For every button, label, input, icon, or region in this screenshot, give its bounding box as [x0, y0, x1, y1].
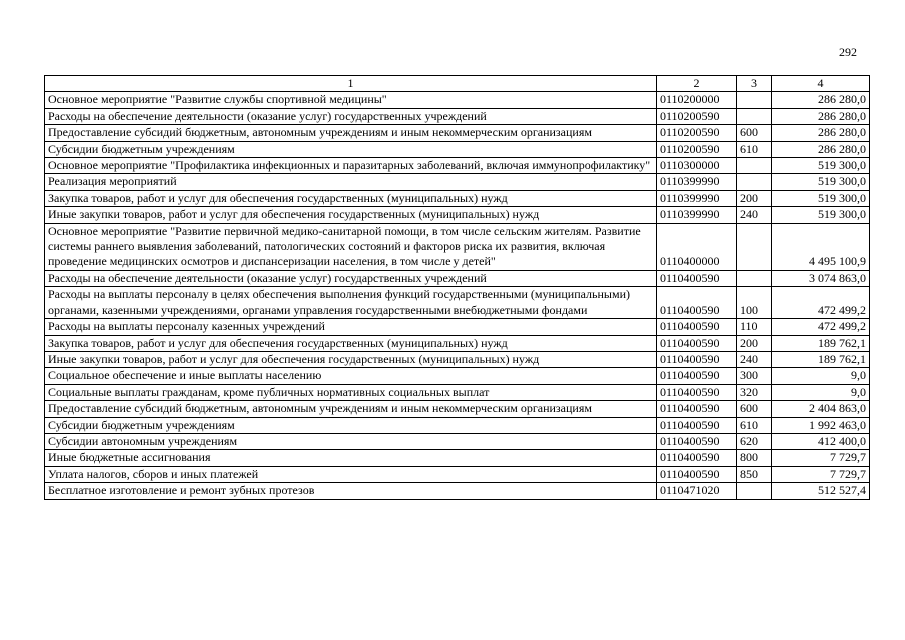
row-amount: 7 729,7	[772, 466, 870, 482]
row-name: Расходы на выплаты персоналу в целях обеспечения выполнения функций государственными (муниципальными) органами, казенными учреждениями, органами управления государственными внебюджетными фондами	[45, 287, 657, 319]
row-type	[737, 158, 772, 174]
row-type	[737, 174, 772, 190]
row-type	[737, 223, 772, 270]
row-amount: 519 300,0	[772, 190, 870, 206]
budget-table	[44, 75, 870, 500]
row-code: 0110400590	[657, 368, 737, 384]
row-code: 0110200590	[657, 108, 737, 124]
row-code: 0110400590	[657, 287, 737, 319]
row-code: 0110399990	[657, 190, 737, 206]
row-code: 0110400000	[657, 223, 737, 270]
row-amount: 189 762,1	[772, 351, 870, 367]
row-type: 110	[737, 319, 772, 335]
column-header-name: 1	[45, 76, 657, 92]
table-row	[45, 401, 870, 417]
row-name: Предоставление субсидий бюджетным, автономным учреждениям и иным некоммерческим организациям	[45, 401, 657, 417]
row-name: Субсидии бюджетным учреждениям	[45, 417, 657, 433]
row-type: 850	[737, 466, 772, 482]
row-amount: 412 400,0	[772, 433, 870, 449]
row-amount: 4 495 100,9	[772, 223, 870, 270]
row-type: 610	[737, 417, 772, 433]
row-name: Основное мероприятие "Развитие первичной медико-санитарной помощи, в том числе сельским жителям. Развитие системы раннего выявления заболеваний, патологических состояний и факторов риска их развития, включая проведение медицинских осмотров и диспансеризации населения, в том числе у детей"	[45, 223, 657, 270]
row-name: Закупка товаров, работ и услуг для обеспечения государственных (муниципальных) нужд	[45, 190, 657, 206]
row-code: 0110300000	[657, 158, 737, 174]
table-row	[45, 92, 870, 108]
row-name: Предоставление субсидий бюджетным, автономным учреждениям и иным некоммерческим организациям	[45, 125, 657, 141]
table-row	[45, 351, 870, 367]
row-type	[737, 108, 772, 124]
row-type	[737, 270, 772, 286]
table-row	[45, 223, 870, 270]
row-name: Уплата налогов, сборов и иных платежей	[45, 466, 657, 482]
row-amount: 9,0	[772, 384, 870, 400]
row-name: Иные бюджетные ассигнования	[45, 450, 657, 466]
table-body	[45, 92, 870, 499]
table-row	[45, 368, 870, 384]
row-code: 0110400590	[657, 466, 737, 482]
row-amount: 2 404 863,0	[772, 401, 870, 417]
row-code: 0110400590	[657, 351, 737, 367]
row-amount: 472 499,2	[772, 319, 870, 335]
table-row	[45, 483, 870, 499]
table-row	[45, 270, 870, 286]
row-name: Социальные выплаты гражданам, кроме публичных нормативных социальных выплат	[45, 384, 657, 400]
table-row	[45, 335, 870, 351]
table-row	[45, 433, 870, 449]
row-name: Закупка товаров, работ и услуг для обеспечения государственных (муниципальных) нужд	[45, 335, 657, 351]
row-type: 620	[737, 433, 772, 449]
row-amount: 519 300,0	[772, 158, 870, 174]
row-name: Расходы на обеспечение деятельности (оказание услуг) государственных учреждений	[45, 108, 657, 124]
table-row	[45, 466, 870, 482]
row-name: Расходы на обеспечение деятельности (оказание услуг) государственных учреждений	[45, 270, 657, 286]
row-type	[737, 92, 772, 108]
row-amount: 519 300,0	[772, 174, 870, 190]
row-code: 0110400590	[657, 433, 737, 449]
row-name: Иные закупки товаров, работ и услуг для обеспечения государственных (муниципальных) нужд	[45, 351, 657, 367]
row-type: 600	[737, 401, 772, 417]
row-amount: 512 527,4	[772, 483, 870, 499]
row-code: 0110471020	[657, 483, 737, 499]
row-name: Бесплатное изготовление и ремонт зубных протезов	[45, 483, 657, 499]
row-amount: 286 280,0	[772, 92, 870, 108]
row-name: Основное мероприятие "Развитие службы спортивной медицины"	[45, 92, 657, 108]
row-type: 100	[737, 287, 772, 319]
row-amount: 286 280,0	[772, 141, 870, 157]
row-amount: 189 762,1	[772, 335, 870, 351]
row-code: 0110400590	[657, 319, 737, 335]
column-header-code: 2	[657, 76, 737, 92]
column-header-type: 3	[737, 76, 772, 92]
row-name: Субсидии автономным учреждениям	[45, 433, 657, 449]
row-code: 0110399990	[657, 174, 737, 190]
row-type	[737, 483, 772, 499]
row-amount: 519 300,0	[772, 207, 870, 223]
row-code: 0110200590	[657, 125, 737, 141]
row-code: 0110200000	[657, 92, 737, 108]
row-amount: 7 729,7	[772, 450, 870, 466]
table-row	[45, 384, 870, 400]
page-number: 292	[839, 45, 857, 59]
row-code: 0110400590	[657, 417, 737, 433]
row-code: 0110400590	[657, 335, 737, 351]
row-name: Иные закупки товаров, работ и услуг для обеспечения государственных (муниципальных) нужд	[45, 207, 657, 223]
table-row	[45, 319, 870, 335]
row-name: Расходы на выплаты персоналу казенных учреждений	[45, 319, 657, 335]
row-code: 0110399990	[657, 207, 737, 223]
row-type: 240	[737, 207, 772, 223]
row-name: Социальное обеспечение и иные выплаты населению	[45, 368, 657, 384]
row-name: Реализация мероприятий	[45, 174, 657, 190]
row-code: 0110400590	[657, 384, 737, 400]
row-type: 300	[737, 368, 772, 384]
table-row	[45, 287, 870, 319]
table-row	[45, 174, 870, 190]
row-amount: 3 074 863,0	[772, 270, 870, 286]
column-number-row	[45, 76, 870, 92]
row-code: 0110400590	[657, 450, 737, 466]
row-amount: 1 992 463,0	[772, 417, 870, 433]
row-code: 0110200590	[657, 141, 737, 157]
row-name: Основное мероприятие "Профилактика инфекционных и паразитарных заболеваний, включая иммунопрофилактику"	[45, 158, 657, 174]
row-amount: 9,0	[772, 368, 870, 384]
column-header-amount: 4	[772, 76, 870, 92]
row-type: 320	[737, 384, 772, 400]
table-row	[45, 141, 870, 157]
row-type: 800	[737, 450, 772, 466]
table-row	[45, 158, 870, 174]
row-amount: 472 499,2	[772, 287, 870, 319]
table-row	[45, 190, 870, 206]
table-row	[45, 450, 870, 466]
table-row	[45, 207, 870, 223]
table-row	[45, 125, 870, 141]
row-type: 610	[737, 141, 772, 157]
row-name: Субсидии бюджетным учреждениям	[45, 141, 657, 157]
row-type: 200	[737, 335, 772, 351]
row-type: 200	[737, 190, 772, 206]
row-type: 240	[737, 351, 772, 367]
row-code: 0110400590	[657, 401, 737, 417]
row-amount: 286 280,0	[772, 108, 870, 124]
row-amount: 286 280,0	[772, 125, 870, 141]
table-row	[45, 108, 870, 124]
row-type: 600	[737, 125, 772, 141]
row-code: 0110400590	[657, 270, 737, 286]
table-row	[45, 417, 870, 433]
